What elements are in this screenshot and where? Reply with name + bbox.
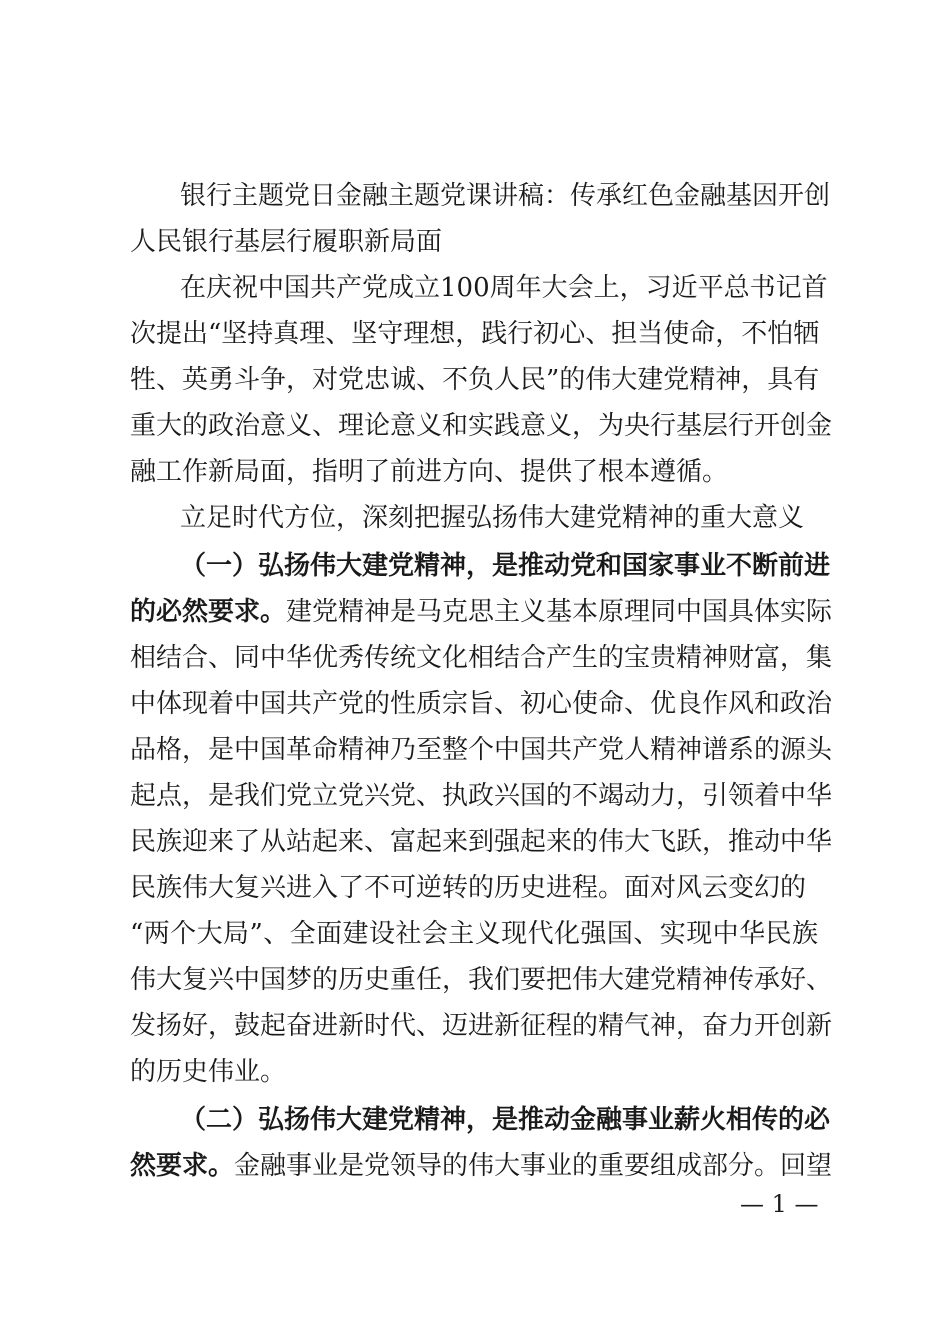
point-2-heading-line xyxy=(180,1100,831,1140)
intro-paragraph-line-3 xyxy=(130,360,818,400)
point-2-line-2 xyxy=(130,1146,833,1186)
point-1-line-9 xyxy=(130,914,818,954)
point-1-line-5 xyxy=(130,730,833,770)
point-1-heading-text: （一）弘扬伟大建党精神，是推动党和国家事业不断前进 xyxy=(180,551,831,581)
point-1-heading-end: 的必然要求。 xyxy=(130,597,287,627)
intro-text-4: 重大的政治意义、理论意义和实践意义，为央行基层行开创金 xyxy=(130,411,833,441)
point-1-line-8 xyxy=(130,868,818,908)
point-1-line-11 xyxy=(130,1006,833,1046)
point-1-line-6 xyxy=(130,776,833,816)
point-1-line-2 xyxy=(130,592,833,632)
point-1-text-6: 起点，是我们党立党兴党、执政兴国的不竭动力，引领着中华 xyxy=(130,781,833,811)
point-1-text-3: 相结合、同中华优秀传统文化相结合产生的宝贵精神财富，集 xyxy=(130,643,833,673)
point-1-text-10: 伟大复兴中国梦的历史重任，我们要把伟大建党精神传承好、 xyxy=(130,965,833,995)
point-1-text-4: 中体现着中国共产党的性质宗旨、初心使命、优良作风和政治 xyxy=(130,689,833,719)
intro-paragraph-line-4 xyxy=(130,406,833,446)
point-1-text-8: 民族伟大复兴进入了不可逆转的历史进程。面对风云变幻的 xyxy=(130,873,807,903)
section-heading-text: 立足时代方位，深刻把握弘扬伟大建党精神的重大意义 xyxy=(180,503,805,533)
intro-text-3: 牲、英勇斗争，对党忠诚、不负人民”的伟大建党精神，具有 xyxy=(130,365,820,395)
point-1-line-7 xyxy=(130,822,833,862)
point-1-text-7: 民族迎来了从站起来、富起来到强起来的伟大飞跃，推动中华 xyxy=(130,827,833,857)
point-1-heading-line xyxy=(180,546,831,586)
document-title-text-1: 银行主题党日金融主题党课讲稿：传承红色金融基因开创 xyxy=(180,181,831,211)
document-title-line-1 xyxy=(180,176,831,216)
point-2-heading-end: 然要求。 xyxy=(130,1151,235,1181)
point-1-line-12 xyxy=(130,1052,818,1092)
document-title-line-2 xyxy=(130,222,818,262)
point-1-line-3 xyxy=(130,638,833,678)
section-heading xyxy=(180,498,818,538)
point-1-text-9: “两个大局”、全面建设社会主义现代化强国、实现中华民族 xyxy=(130,919,818,949)
intro-paragraph-line-5 xyxy=(130,452,818,492)
document-title-text-2: 人民银行基层行履职新局面 xyxy=(130,227,443,257)
page-number: — 1 — xyxy=(740,1190,819,1218)
point-1-text-11: 发扬好，鼓起奋进新时代、迈进新征程的精气神，奋力开创新 xyxy=(130,1011,833,1041)
point-1-line-10 xyxy=(130,960,833,1000)
point-1-text-12: 的历史伟业。 xyxy=(130,1057,287,1087)
point-2-text-2: 金融事业是党领导的伟大事业的重要组成部分。回望 xyxy=(234,1151,833,1181)
intro-text-5: 融工作新局面，指明了前进方向、提供了根本遵循。 xyxy=(130,457,729,487)
intro-paragraph-line-2 xyxy=(130,314,818,354)
point-1-text-5: 品格，是中国革命精神乃至整个中国共产党人精神谱系的源头 xyxy=(130,735,833,765)
intro-text-2: 次提出“坚持真理、坚守理想，践行初心、担当使命，不怕牺 xyxy=(130,319,820,349)
intro-paragraph-line-1 xyxy=(180,268,828,308)
point-1-text-2: 建党精神是马克思主义基本原理同中国具体实际 xyxy=(286,597,833,627)
intro-text-1: 在庆祝中国共产党成立100周年大会上，习近平总书记首 xyxy=(180,273,828,303)
point-2-heading-text: （二）弘扬伟大建党精神，是推动金融事业薪火相传的必 xyxy=(180,1105,831,1135)
point-1-line-4 xyxy=(130,684,833,724)
